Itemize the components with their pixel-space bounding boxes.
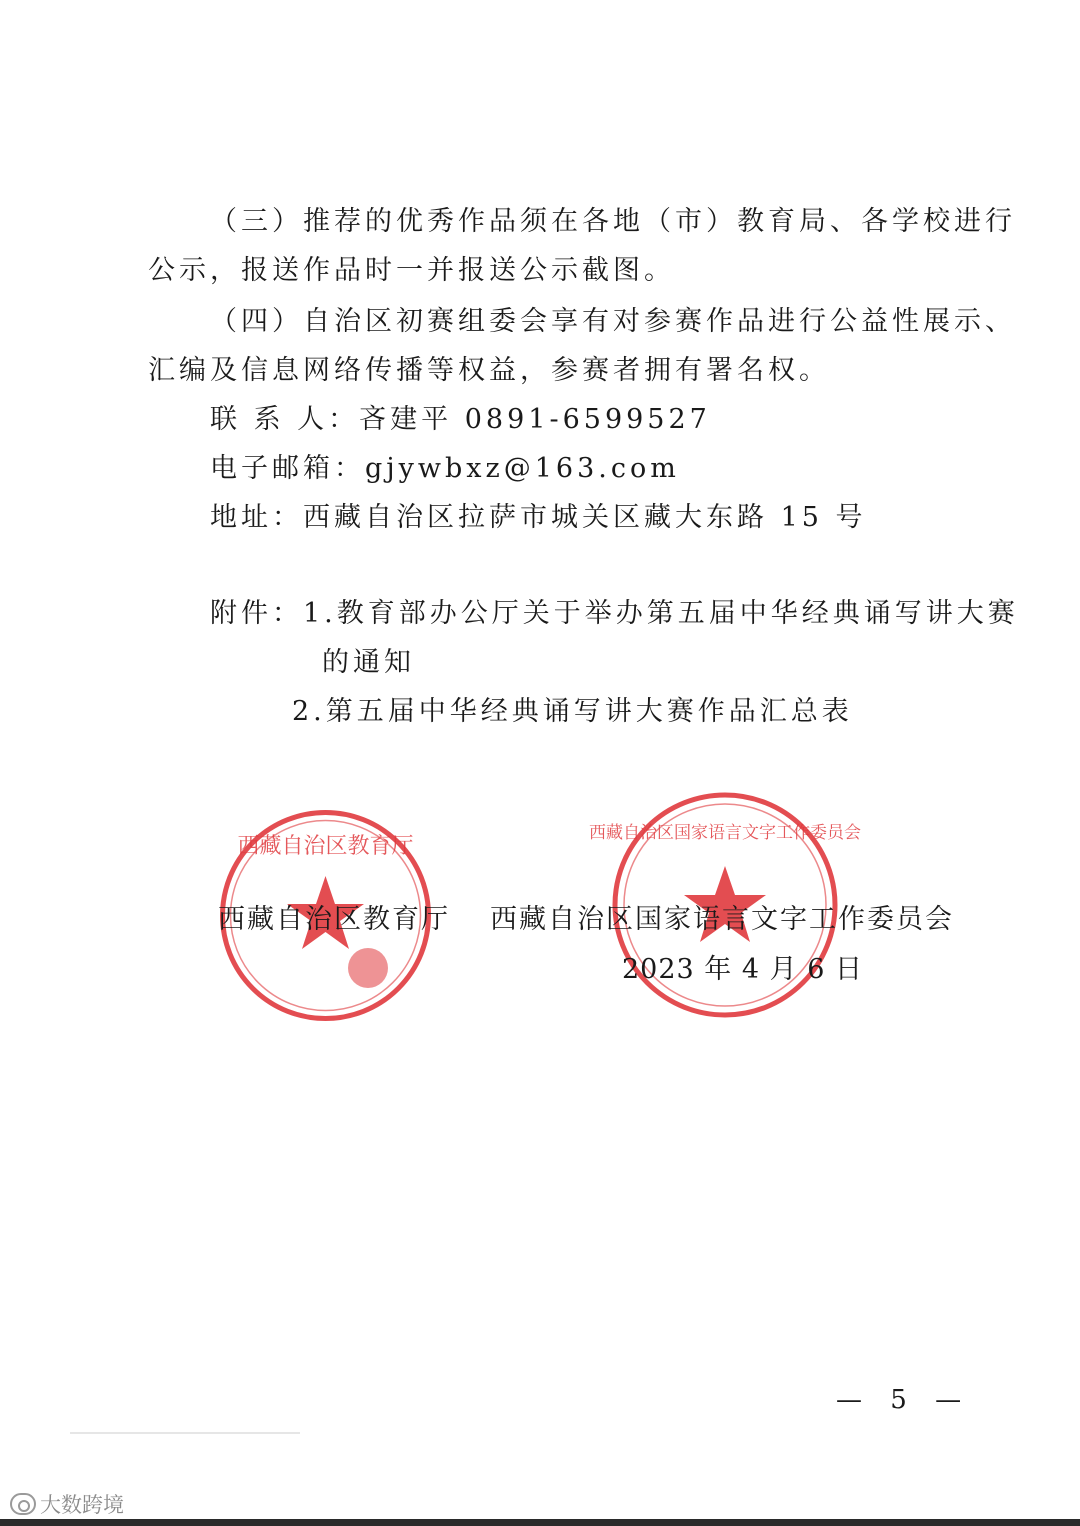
faint-rule [70,1432,300,1434]
watermark-text: 大数跨境 [40,1493,124,1517]
seal-1-text: 西藏自治区教育厅 [237,834,414,859]
watermark-logo-icon [10,1493,36,1515]
attachment-2: 2.第五届中华经典诵写讲大赛作品汇总表 [292,696,853,727]
body-line-3: （四）自治区初赛组委会享有对参赛作品进行公益性展示、 [210,306,1016,337]
attachment-1-line-2: 的通知 [322,647,415,678]
body-line-2: 公示，报送作品时一并报送公示截图。 [148,255,675,286]
contact-person: 联 系 人：吝建平 0891-6599527 [210,404,711,435]
signature-org-2: 西藏自治区国家语言文字工作委员会 [490,904,954,935]
contact-email: 电子邮箱：gjywbxz@163.com [210,453,680,484]
signature-date: 2023 年 4 月 6 日 [622,954,863,985]
seal-2-text: 西藏自治区国家语言文字工作委员会 [589,823,861,843]
page-number: — 5 — [836,1385,972,1415]
body-line-4: 汇编及信息网络传播等权益，参赛者拥有署名权。 [148,355,830,386]
bottom-rule [0,1519,1080,1526]
signature-org-1: 西藏自治区教育厅 [218,904,450,935]
attachment-1-line-1: 附件：1.教育部办公厅关于举办第五届中华经典诵写讲大赛 [210,598,1019,629]
contact-address: 地址：西藏自治区拉萨市城关区藏大东路 15 号 [210,502,867,533]
watermark [10,1489,124,1519]
body-line-1: （三）推荐的优秀作品须在各地（市）教育局、各学校进行 [210,206,1016,237]
